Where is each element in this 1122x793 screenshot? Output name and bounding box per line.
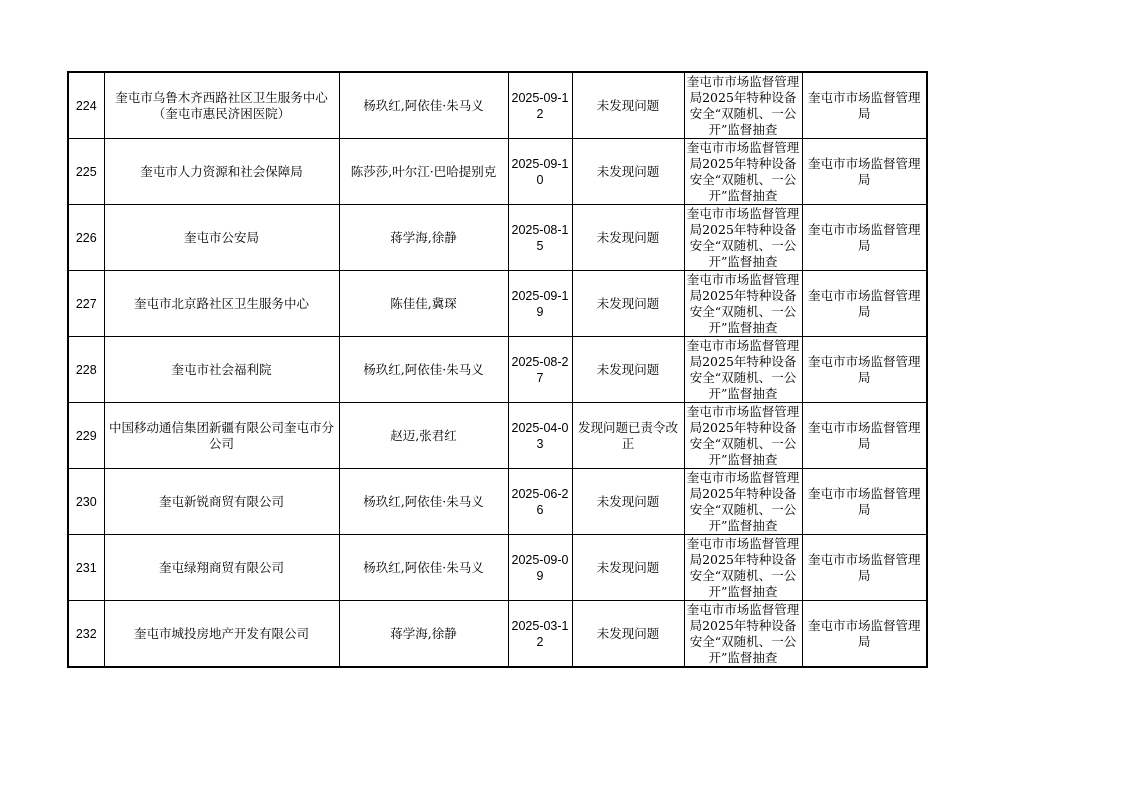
inspected-unit: 奎屯市城投房地产开发有限公司 [104,601,339,668]
inspection-plan: 奎屯市市场监督管理局2025年特种设备安全“双随机、一公开”监督抽查 [684,403,802,469]
table-row [68,139,927,205]
inspecting-agency: 奎屯市市场监督管理局 [802,337,927,403]
inspection-plan: 奎屯市市场监督管理局2025年特种设备安全“双随机、一公开”监督抽查 [684,337,802,403]
inspectors: 赵迈,张君红 [339,403,508,469]
inspecting-agency: 奎屯市市场监督管理局 [802,205,927,271]
inspection-result: 未发现问题 [572,205,684,271]
inspection-plan: 奎屯市市场监督管理局2025年特种设备安全“双随机、一公开”监督抽查 [684,271,802,337]
inspection-date: 2025-09-10 [508,139,572,205]
table-row [68,72,927,139]
inspectors: 杨玖红,阿依佳·朱马义 [339,535,508,601]
inspectors: 杨玖红,阿依佳·朱马义 [339,337,508,403]
inspection-plan: 奎屯市市场监督管理局2025年特种设备安全“双随机、一公开”监督抽查 [684,72,802,139]
inspected-unit: 奎屯市乌鲁木齐西路社区卫生服务中心（奎屯市惠民济困医院） [104,72,339,139]
inspection-results-table [67,71,928,668]
row-number: 229 [68,403,104,469]
inspection-result: 未发现问题 [572,271,684,337]
inspection-plan: 奎屯市市场监督管理局2025年特种设备安全“双随机、一公开”监督抽查 [684,205,802,271]
inspection-result: 未发现问题 [572,72,684,139]
inspection-plan: 奎屯市市场监督管理局2025年特种设备安全“双随机、一公开”监督抽查 [684,139,802,205]
inspection-result: 发现问题已责令改正 [572,403,684,469]
table-row [68,271,927,337]
inspected-unit: 奎屯新锐商贸有限公司 [104,469,339,535]
inspectors: 杨玖红,阿依佳·朱马义 [339,72,508,139]
table-row [68,337,927,403]
table-row [68,535,927,601]
table-body [68,72,927,667]
inspection-date: 2025-08-15 [508,205,572,271]
table-row [68,403,927,469]
inspected-unit: 奎屯市人力资源和社会保障局 [104,139,339,205]
inspection-date: 2025-03-12 [508,601,572,668]
inspection-date: 2025-06-26 [508,469,572,535]
inspection-plan: 奎屯市市场监督管理局2025年特种设备安全“双随机、一公开”监督抽查 [684,601,802,668]
inspection-result: 未发现问题 [572,469,684,535]
inspection-result: 未发现问题 [572,535,684,601]
inspection-plan: 奎屯市市场监督管理局2025年特种设备安全“双随机、一公开”监督抽查 [684,535,802,601]
inspectors: 陈佳佳,冀琛 [339,271,508,337]
inspectors: 杨玖红,阿依佳·朱马义 [339,469,508,535]
inspectors: 蒋学海,徐静 [339,205,508,271]
inspected-unit: 奎屯市社会福利院 [104,337,339,403]
row-number: 231 [68,535,104,601]
inspection-result: 未发现问题 [572,337,684,403]
inspection-date: 2025-09-19 [508,271,572,337]
row-number: 232 [68,601,104,668]
inspection-date: 2025-09-09 [508,535,572,601]
inspection-date: 2025-04-03 [508,403,572,469]
inspecting-agency: 奎屯市市场监督管理局 [802,535,927,601]
inspected-unit: 中国移动通信集团新疆有限公司奎屯市分公司 [104,403,339,469]
row-number: 230 [68,469,104,535]
inspection-result: 未发现问题 [572,601,684,668]
table-row [68,601,927,668]
table-row [68,469,927,535]
inspection-result: 未发现问题 [572,139,684,205]
inspected-unit: 奎屯市北京路社区卫生服务中心 [104,271,339,337]
inspecting-agency: 奎屯市市场监督管理局 [802,469,927,535]
row-number: 225 [68,139,104,205]
inspection-date: 2025-09-12 [508,72,572,139]
row-number: 227 [68,271,104,337]
inspecting-agency: 奎屯市市场监督管理局 [802,403,927,469]
inspecting-agency: 奎屯市市场监督管理局 [802,601,927,668]
inspection-plan: 奎屯市市场监督管理局2025年特种设备安全“双随机、一公开”监督抽查 [684,469,802,535]
inspecting-agency: 奎屯市市场监督管理局 [802,271,927,337]
row-number: 226 [68,205,104,271]
inspection-date: 2025-08-27 [508,337,572,403]
inspecting-agency: 奎屯市市场监督管理局 [802,72,927,139]
inspecting-agency: 奎屯市市场监督管理局 [802,139,927,205]
row-number: 224 [68,72,104,139]
row-number: 228 [68,337,104,403]
inspectors: 蒋学海,徐静 [339,601,508,668]
inspected-unit: 奎屯市公安局 [104,205,339,271]
inspected-unit: 奎屯绿翔商贸有限公司 [104,535,339,601]
inspectors: 陈莎莎,叶尔江·巴哈提别克 [339,139,508,205]
table-row [68,205,927,271]
